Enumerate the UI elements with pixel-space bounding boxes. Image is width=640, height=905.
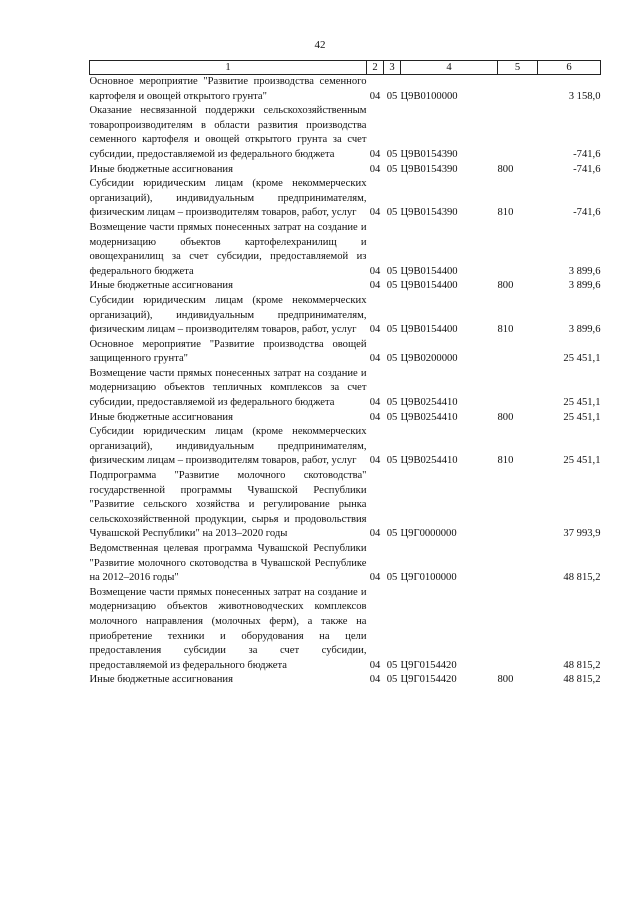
row-section: 04	[369, 163, 381, 175]
row-amount: -741,6	[573, 163, 601, 175]
row-name: Иные бюджетные ассигнования	[89, 411, 233, 423]
row-subsection: 05	[386, 397, 398, 409]
row-expense-type: 810	[497, 324, 514, 336]
row-amount: 3 158,0	[568, 90, 601, 102]
row-section: 04	[369, 280, 381, 292]
table-row	[90, 338, 601, 367]
row-expense-type	[498, 338, 538, 367]
row-expense-type	[498, 221, 538, 279]
row-amount: 25 451,1	[563, 397, 601, 409]
row-expense-type	[498, 104, 538, 162]
row-expense-type: 810	[497, 455, 514, 467]
page-number: 42	[314, 39, 326, 51]
row-subsection: 05	[386, 265, 398, 277]
row-expense-type	[498, 469, 538, 542]
row-amount: 37 993,9	[563, 528, 601, 540]
row-target-article: Ц9В0154390	[400, 163, 458, 175]
row-amount: 25 451,1	[563, 411, 601, 423]
table-header	[90, 61, 601, 75]
row-target-article: Ц9В0154390	[400, 207, 458, 219]
row-section: 04	[369, 572, 381, 584]
row-amount: 48 815,2	[563, 659, 601, 671]
row-name: Иные бюджетные ассигнования	[89, 674, 233, 686]
row-subsection: 05	[386, 353, 398, 365]
row-name: Иные бюджетные ассигнования	[89, 163, 233, 175]
row-target-article: Ц9Г0154420	[400, 674, 457, 686]
header-col-6: 6	[538, 61, 601, 75]
row-name: Подпрограмма "Развитие молочного скотоводства" государственной программы Чувашской Республики "Развитие сельского хозяйства и регулирование рынка сельскохозяйственной продукции, сырья и продовольствия Чувашской Республики" на 2013–2020 годы	[89, 470, 367, 540]
row-section: 04	[369, 90, 381, 102]
table-row	[90, 279, 601, 294]
row-section: 04	[369, 265, 381, 277]
table-row	[90, 177, 601, 221]
row-name: Оказание несвязанной поддержки сельскохозяйственным товаропроизводителям в области развития производства семенного картофеля и овощей открытого грунта за счет субсидии, предоставляемой из федерального бюджета	[89, 105, 367, 160]
row-name: Ведомственная целевая программа Чувашской Республики "Развитие молочного скотоводства в Чувашской Республике на 2012–2016 годы"	[89, 543, 367, 584]
row-subsection: 05	[386, 207, 398, 219]
row-section: 04	[369, 353, 381, 365]
row-name: Субсидии юридическим лицам (кроме некоммерческих организаций), индивидуальным предпринимателям, физическим лицам – производителям товаров, работ, услуг	[89, 178, 367, 219]
row-amount: 48 815,2	[563, 572, 601, 584]
row-expense-type: 800	[497, 163, 514, 175]
row-amount: 25 451,1	[563, 455, 601, 467]
row-section: 04	[369, 674, 381, 686]
row-target-article: Ц9Г0000000	[400, 528, 457, 540]
row-section: 04	[369, 207, 381, 219]
header-col-4: 4	[401, 61, 498, 75]
row-subsection: 05	[386, 280, 398, 292]
row-section: 04	[369, 455, 381, 467]
row-target-article: Ц9Г0100000	[400, 572, 457, 584]
table-row	[90, 294, 601, 338]
row-name: Иные бюджетные ассигнования	[89, 280, 233, 292]
row-subsection: 05	[386, 324, 398, 336]
row-target-article: Ц9В0200000	[400, 353, 458, 365]
table-body	[90, 75, 601, 688]
row-expense-type: 800	[497, 674, 514, 686]
table-row	[90, 221, 601, 279]
row-section: 04	[369, 324, 381, 336]
row-amount: 3 899,6	[568, 265, 601, 277]
row-expense-type: 810	[497, 207, 514, 219]
row-name: Субсидии юридическим лицам (кроме некоммерческих организаций), индивидуальным предпринимателям, физическим лицам – производителям товаров, работ, услуг	[89, 426, 367, 467]
budget-table	[89, 60, 601, 688]
table-row	[90, 673, 601, 688]
row-subsection: 05	[386, 659, 398, 671]
row-subsection: 05	[386, 674, 398, 686]
row-target-article: Ц9В0154400	[400, 280, 458, 292]
row-subsection: 05	[386, 572, 398, 584]
row-subsection: 05	[386, 455, 398, 467]
row-section: 04	[369, 411, 381, 423]
row-expense-type	[498, 367, 538, 411]
row-target-article: Ц9В0154400	[400, 265, 458, 277]
table-row	[90, 411, 601, 426]
row-section: 04	[369, 148, 381, 160]
table-row	[90, 367, 601, 411]
header-col-3: 3	[384, 61, 401, 75]
table-row	[90, 163, 601, 178]
row-target-article: Ц9В0154400	[400, 324, 458, 336]
row-amount: 3 899,6	[568, 324, 601, 336]
row-subsection: 05	[386, 163, 398, 175]
row-target-article: Ц9В0154390	[400, 148, 458, 160]
row-section: 04	[369, 528, 381, 540]
row-expense-type: 800	[497, 411, 514, 423]
row-amount: 25 451,1	[563, 353, 601, 365]
table-row	[90, 104, 601, 162]
row-name: Возмещение части прямых понесенных затрат на создание и модернизацию объектов картофелехранилищ и овощехранилищ за счет субсидии, предоставляемой из федерального бюджета	[89, 221, 367, 277]
row-name: Основное мероприятие "Развитие производства овощей защищенного грунта"	[89, 338, 367, 365]
row-subsection: 05	[386, 90, 398, 102]
table-row	[90, 469, 601, 542]
row-section: 04	[369, 397, 381, 409]
row-subsection: 05	[386, 411, 398, 423]
row-target-article: Ц9В0100000	[400, 90, 458, 102]
row-name: Основное мероприятие "Развитие производства семенного картофеля и овощей открытого грунта"	[89, 76, 367, 102]
row-expense-type	[498, 586, 538, 674]
table-row	[90, 425, 601, 469]
row-expense-type: 800	[497, 280, 514, 292]
table-row	[90, 586, 601, 674]
row-amount: 48 815,2	[563, 674, 601, 686]
row-target-article: Ц9В0254410	[400, 411, 458, 423]
row-expense-type	[498, 75, 538, 105]
row-name: Возмещение части прямых понесенных затрат на создание и модернизацию объектов животноводческих комплексов молочного направления (молочных ферм), а также на приобретение техники и оборудования на цели предоставления субсидии за счет субсидии, предоставляемой из федерального бюджета	[89, 586, 367, 671]
row-section: 04	[369, 659, 381, 671]
row-amount: -741,6	[573, 148, 601, 160]
row-subsection: 05	[386, 148, 398, 160]
header-col-5: 5	[498, 61, 538, 75]
row-target-article: Ц9Г0154420	[400, 659, 457, 671]
header-col-1: 1	[90, 61, 367, 75]
table-row	[90, 75, 601, 105]
table-row	[90, 542, 601, 586]
row-amount: 3 899,6	[568, 280, 601, 292]
row-target-article: Ц9В0254410	[400, 397, 458, 409]
row-expense-type	[498, 542, 538, 586]
row-name: Субсидии юридическим лицам (кроме некоммерческих организаций), индивидуальным предпринимателям, физическим лицам – производителям товаров, работ, услуг	[89, 294, 367, 336]
row-name: Возмещение части прямых понесенных затрат на создание и модернизацию объектов тепличных комплексов за счет субсидии, предоставляемой из федерального бюджета	[89, 367, 367, 409]
header-col-2: 2	[367, 61, 384, 75]
row-amount: -741,6	[573, 207, 601, 219]
row-subsection: 05	[386, 528, 398, 540]
row-target-article: Ц9В0254410	[400, 455, 458, 467]
